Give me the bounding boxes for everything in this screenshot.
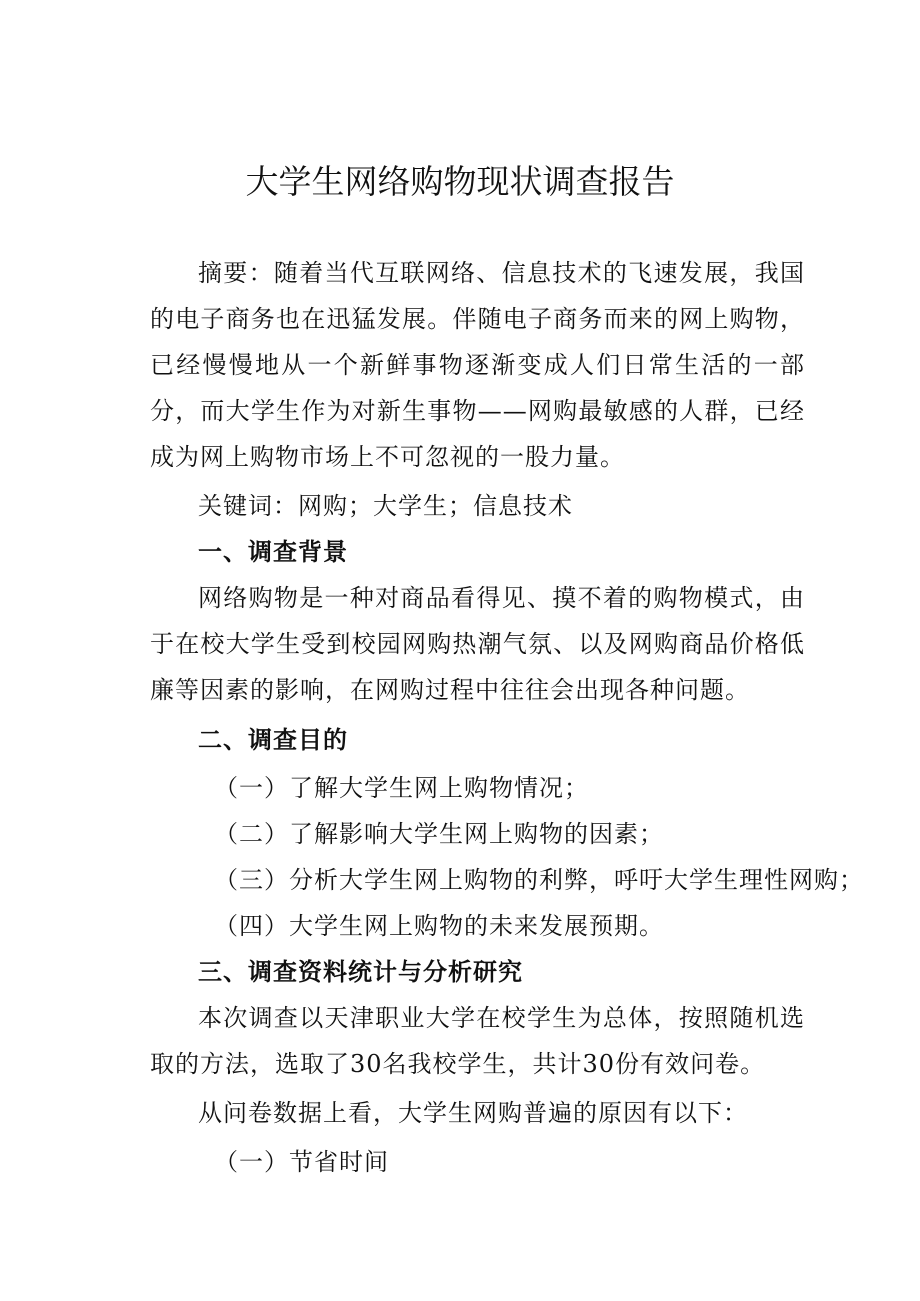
background-paragraph: 网络购物是一种对商品看得见、摸不着的购物模式，由于在校大学生受到校园网购热潮气氛、以及网购商品价格低廉等因素的影响，在网购过程中往往会出现各种问题。 bbox=[150, 584, 805, 704]
section-heading-purpose: 二、调查目的 bbox=[198, 726, 348, 754]
analysis-paragraph-method: 本次调查以天津职业大学在校学生为总体，按照随机选取的方法，选取了30名我校学生，共计30份有效问卷。 bbox=[150, 1004, 805, 1078]
document-title: 大学生网络购物现状调查报告 bbox=[245, 162, 675, 201]
keywords-line: 关键词：网购；大学生；信息技术 bbox=[198, 492, 573, 520]
purpose-item: （四）大学生网上购物的未来发展预期。 bbox=[214, 912, 664, 940]
section-heading-analysis: 三、调查资料统计与分析研究 bbox=[198, 958, 523, 986]
section-heading-background: 一、调查背景 bbox=[198, 538, 348, 566]
purpose-item: （二）了解影响大学生网上购物的因素； bbox=[214, 820, 664, 848]
document-body bbox=[150, 250, 864, 1185]
abstract-paragraph: 摘要：随着当代互联网络、信息技术的飞速发展，我国的电子商务也在迅猛发展。伴随电子商务而来的网上购物，已经慢慢地从一个新鲜事物逐渐变成人们日常生活的一部分，而大学生作为对新生事物——网购最敏感的人群，已经成为网上购物市场上不可忽视的一股力量。 bbox=[150, 259, 805, 471]
analysis-paragraph-reasons: 从问卷数据上看，大学生网购普遍的原因有以下： bbox=[198, 1099, 748, 1127]
purpose-item: （三）分析大学生网上购物的利弊，呼吁大学生理性网购； bbox=[214, 866, 864, 894]
purpose-item: （一）了解大学生网上购物情况； bbox=[214, 774, 589, 802]
reason-item: （一）节省时间 bbox=[214, 1148, 389, 1176]
